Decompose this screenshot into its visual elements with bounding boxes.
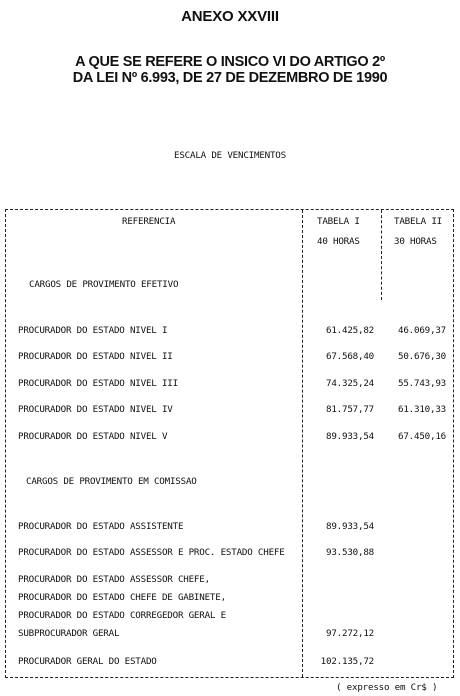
row-ref: PROCURADOR DO ESTADO NIVEL II	[18, 351, 173, 362]
subtitle-line-1: A QUE SE REFERE O INSICO VI DO ARTIGO 2º	[75, 54, 385, 70]
header-tabela-2: TABELA II	[394, 216, 442, 227]
header-referencia: REFERENCIA	[122, 216, 176, 227]
annex-subtitle	[0, 54, 460, 86]
row-ref: PROCURADOR DO ESTADO NIVEL III	[18, 378, 178, 389]
row-t1: 74.325,24	[326, 378, 374, 389]
annex-title: ANEXO XXVIII	[181, 8, 279, 25]
row-t1: 61.425,82	[326, 325, 374, 336]
row-t1: 102.135,72	[320, 656, 374, 667]
row-t2: 50.676,30	[398, 351, 446, 362]
row-t1: 89.933,54	[326, 431, 374, 442]
row-ref-line: PROCURADOR DO ESTADO ASSESSOR CHEFE,	[18, 574, 210, 585]
header-tabela-1: TABELA I	[317, 216, 360, 227]
row-ref: PROCURADOR DO ESTADO NIVEL V	[18, 431, 168, 442]
row-t2: 55.743,93	[398, 378, 446, 389]
row-ref: PROCURADOR DO ESTADO ASSISTENTE	[18, 521, 184, 532]
subtitle-line-2: DA LEI Nº 6.993, DE 27 DE DEZEMBRO DE 1990	[72, 70, 388, 86]
column-divider-1	[302, 210, 303, 677]
row-ref: PROCURADOR DO ESTADO NIVEL I	[18, 325, 168, 336]
row-t2: 46.069,37	[398, 325, 446, 336]
row-ref: PROCURADOR GERAL DO ESTADO	[18, 656, 157, 667]
row-t2: 61.310,33	[398, 404, 446, 415]
row-t1: 93.530,88	[326, 547, 374, 558]
row-t1: 97.272,12	[326, 628, 374, 639]
scale-title: ESCALA DE VENCIMENTOS	[174, 150, 286, 161]
header-tabela-1-hours: 40 HORAS	[317, 236, 360, 247]
row-t1: 67.568,40	[326, 351, 374, 362]
column-divider-2	[381, 210, 382, 300]
row-ref-line: PROCURADOR DO ESTADO CHEFE DE GABINETE,	[18, 592, 226, 603]
row-t2: 67.450,16	[398, 431, 446, 442]
section-efetivo: CARGOS DE PROVIMENTO EFETIVO	[29, 279, 179, 290]
currency-note: ( expresso em Cr$ )	[336, 682, 438, 693]
section-comissao: CARGOS DE PROVIMENTO EM COMISSAO	[26, 476, 197, 487]
salary-table	[5, 209, 454, 678]
row-ref-line: SUBPROCURADOR GERAL	[18, 628, 120, 639]
row-ref: PROCURADOR DO ESTADO ASSESSOR E PROC. ESTADO CHEFE	[18, 547, 285, 558]
row-t1: 81.757,77	[326, 404, 374, 415]
row-ref: PROCURADOR DO ESTADO NIVEL IV	[18, 404, 173, 415]
row-ref-line: PROCURADOR DO ESTADO CORREGEDOR GERAL E	[18, 610, 226, 621]
header-tabela-2-hours: 30 HORAS	[394, 236, 437, 247]
row-t1: 89.933,54	[326, 521, 374, 532]
